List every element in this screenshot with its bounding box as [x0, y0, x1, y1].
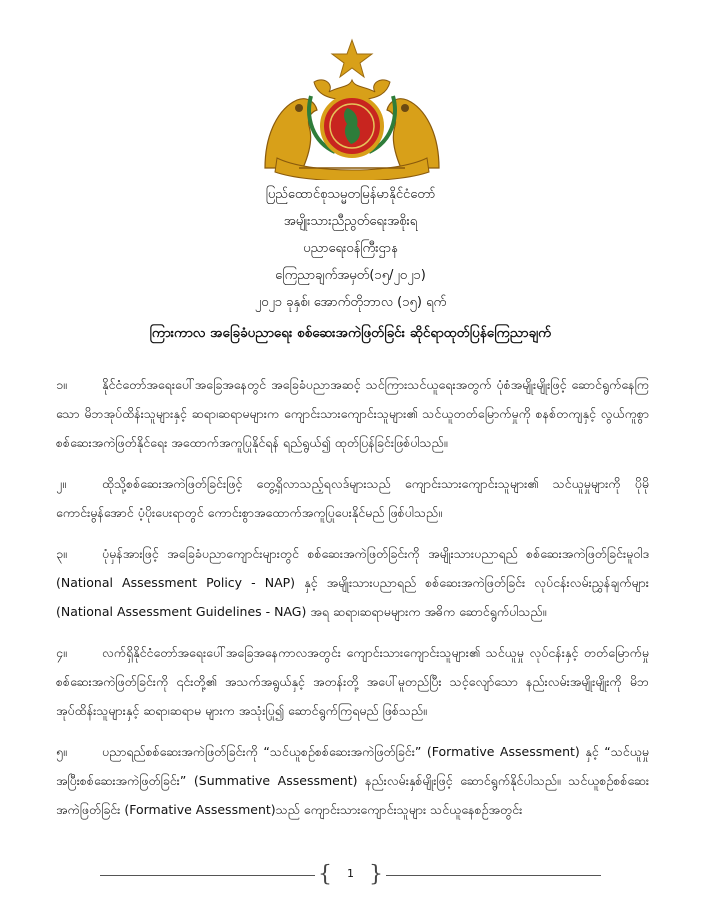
paragraph-text: ပုံမှန်အားဖြင့် အခြေခံပညာကျောင်းများတွင် စစ်ဆေးအကဲဖြတ်ခြင်းကို အမျိုးသားပညာရည် စစ်ဆေးအကဲဖြတ်ခြင်းမူဝါဒ (National Assessment Policy - NAP) နှင့် အမျိုးသားပညာရည် စစ်ဆေးအကဲဖြတ်ခြင်း လုပ်ငန်းလမ်းညွှန်ချက်များ (National Assessment Guidelines - NAG) အရ ဆရာ၊ဆရာမများက အဓိက ဆောင်ရွက်ပါသည်။	[56, 546, 649, 619]
document-header	[0, 181, 701, 348]
footer-rule-right	[386, 875, 601, 876]
ministry-name: ပညာရေးဝန်ကြီးဌာန	[303, 241, 398, 256]
announcement-number: ကြေညာချက်အမှတ်(၁၅/၂၀၂၁)	[275, 268, 426, 283]
announcement-date: ၂၀၂၁ ခုနှစ်၊ အောက်တိုဘာလ (၁၅) ရက်	[254, 295, 447, 310]
document-body	[56, 370, 649, 836]
left-brace-icon: {	[318, 862, 332, 887]
page-number: 1	[347, 867, 354, 880]
paragraph-4	[56, 638, 649, 725]
country-name: ပြည်ထောင်စုသမ္မတမြန်မာနိုင်ငံတော်	[265, 187, 436, 202]
paragraph-text: လက်ရှိနိုင်ငံတော်အရေးပေါ်အခြေအနေကာလအတွင်း ကျောင်းသားကျောင်းသူများ၏ သင်ယူမှု လုပ်ငန်းနှင့် တတ်မြောက်မှု စစ်ဆေးအကဲဖြတ်ခြင်းကို ၎င်းတို့၏ အသက်အရွယ်နှင့် အတန်းတို့ အပေါ်မူတည်ပြီး သင့်လျော်သော နည်းလမ်းအမျိုးမျိုးကို မိဘအုပ်ထိန်းသူများနှင့် ဆရာ၊ဆရာမ များက အသုံးပြု၍ ဆောင်ရွက်ကြရမည် ဖြစ်သည်။	[56, 645, 649, 718]
paragraph-number: ၂။	[56, 476, 66, 491]
paragraph-number: ၅။	[56, 744, 67, 759]
paragraph-5	[56, 737, 649, 824]
state-seal-emblem-icon	[259, 38, 445, 180]
paragraph-1	[56, 370, 649, 457]
paragraph-text: ထိုသို့စစ်ဆေးအကဲဖြတ်ခြင်းဖြင့် တွေ့ရှိလာသည့်ရလဒ်များသည် ကျောင်းသားကျောင်းသူများ၏ သင်ယူမှုများကို ပိုမိုကောင်းမွန်အောင် ပံ့ပိုးပေးရာတွင် ကောင်းစွာအထောက်အကူပြုပေးနိုင်မည် ဖြစ်ပါသည်။	[56, 476, 649, 520]
right-brace-icon: }	[369, 862, 383, 887]
paragraph-text: ပညာရည်စစ်ဆေးအကဲဖြတ်ခြင်းကို “သင်ယူစဉ်စစ်ဆေးအကဲဖြတ်ခြင်း” (Formative Assessment) နှင့် “သင်ယူမှုအပြီးစစ်ဆေးအကဲဖြတ်ခြင်း” (Summative Assessment) နည်းလမ်းနှစ်မျိုးဖြင့် ဆောင်ရွက်နိုင်ပါသည်။ သင်ယူစဉ်စစ်ဆေးအကဲဖြတ်ခြင်း (Formative Assessment)သည် ကျောင်းသားကျောင်းသူများ သင်ယူနေစဉ်အတွင်း	[56, 744, 649, 817]
paragraph-number: ၄။	[56, 645, 67, 660]
page-footer	[100, 860, 601, 890]
document-title: ကြားကာလ အခြေခံပညာရေး စစ်ဆေးအကဲဖြတ်ခြင်း ဆိုင်ရာထုတ်ပြန်ကြေညာချက်	[149, 325, 552, 341]
government-name: အမျိုးသားညီညွတ်ရေးအစိုးရ	[283, 214, 418, 229]
paragraph-number: ၃။	[56, 546, 67, 561]
paragraph-text: နိုင်ငံတော်အရေးပေါ်အခြေအနေတွင် အခြေခံပညာအဆင့် သင်ကြားသင်ယူရေးအတွက် ပုံစံအမျိုးမျိုးဖြင့် ဆောင်ရွက်နေကြသော မိဘအုပ်ထိန်းသူများနှင့် ဆရာ၊ဆရာမများက ကျောင်းသားကျောင်းသူများ၏ သင်ယူတတ်မြောက်မှုကို စနစ်တကျနှင့် လွယ်ကူစွာ စစ်ဆေးအကဲဖြတ်နိုင်ရေး အထောက်အကူပြုနိုင်ရန် ရည်ရွယ်၍ ထုတ်ပြန်ခြင်းဖြစ်ပါသည်။	[56, 377, 649, 450]
paragraph-2	[56, 469, 649, 527]
paragraph-number: ၁။	[56, 377, 67, 392]
paragraph-3	[56, 539, 649, 626]
